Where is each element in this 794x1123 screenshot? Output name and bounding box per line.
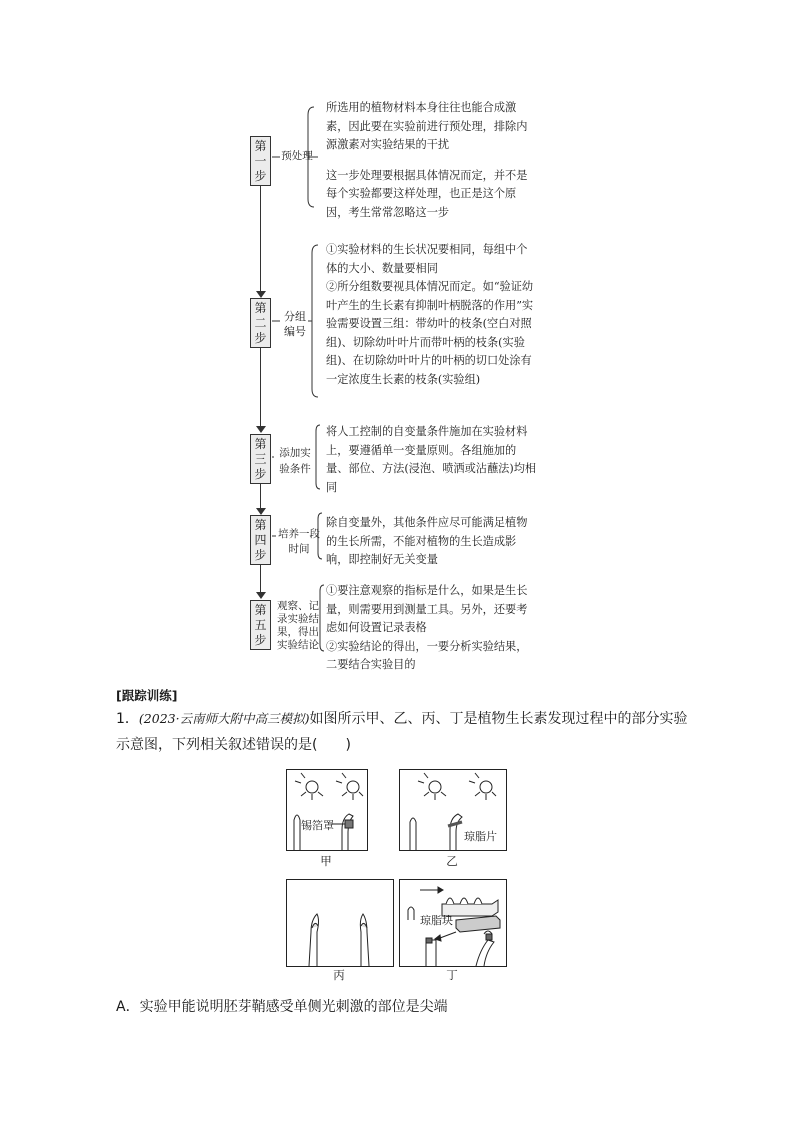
figure-caption-jia: 甲 — [320, 854, 332, 868]
step-desc-3 — [326, 423, 538, 497]
question-stem: 如图所示甲、乙、丙、丁是植物生长素发现过程中的部分实验示意图，下列相关叙述错误的是( ) — [116, 711, 688, 753]
step-desc-paragraph: 所选用的植物材料本身往往也能合成激素，因此要在实验前进行预处理，排除内源激素对实验结果的干扰 — [326, 101, 528, 151]
figure-panel-bing — [286, 879, 394, 967]
step-desc-1 — [326, 99, 538, 222]
figure-caption-ding: 丁 — [446, 968, 458, 982]
step-desc-5 — [326, 582, 538, 675]
flow-arrow — [256, 508, 266, 515]
step-desc-paragraph: 除自变量外，其他条件应尽可能满足植物的生长所需，不能对植物的生长造成影响，即控制好无关变量 — [326, 516, 528, 566]
seedling-diagram — [400, 880, 506, 966]
step-desc-paragraph: ①实验材料的生长状况要相同，每组中个体的大小、数量要相同 — [326, 243, 528, 275]
flow-spine — [260, 348, 261, 429]
step-box-4 — [250, 515, 271, 565]
step-desc-paragraph: ②所分组数要视具体情况而定。如“验证幼叶产生的生长素有抑制叶柄脱落的作用”实验需要设置三组：带幼叶的枝条(空白对照组)、切除幼叶叶片而带叶柄的枝条(实验组)、在切除幼叶叶片的叶柄的切口处涂有一定浓度生长素的枝条(实验组) — [326, 280, 534, 386]
figure-caption-bing: 丙 — [333, 968, 345, 982]
step-label-3: 添加实验条件 — [279, 447, 311, 475]
flow-arrow — [256, 426, 266, 433]
figure-panel-ding — [399, 879, 507, 967]
step-label-4: 培养一段时间 — [278, 528, 320, 555]
step-label-5: 观察、记录实验结果，得出实验结论 — [277, 600, 319, 651]
panel-label-agar-block: 琼脂块 — [420, 914, 453, 927]
step-box-5 — [250, 600, 271, 650]
step-desc-paragraph: ①要注意观察的指标是什么，如果是生长量，则需要用到测量工具。另外，还要考虑如何设置记录表格 — [326, 584, 528, 634]
question-1 — [116, 706, 696, 758]
flow-arrow — [256, 291, 266, 298]
flow-spine — [260, 565, 261, 595]
step-desc-2 — [326, 241, 538, 389]
question-number: 1． — [116, 711, 139, 727]
figure-panel-yi — [399, 769, 507, 851]
flow-spine — [260, 186, 261, 294]
section-title: [跟踪训练] — [116, 688, 178, 703]
question-source: (2023·云南师大附中高三模拟) — [138, 711, 310, 726]
panel-label-agar-sheet: 琼脂片 — [464, 830, 497, 843]
step-box-text: 第 四 步 — [254, 518, 267, 562]
step-desc-paragraph: ②实验结论的得出，一要分析实验结果，二要结合实验目的 — [326, 639, 528, 671]
step-desc-4 — [326, 514, 538, 570]
option-a: A．实验甲能说明胚芽鞘感受单侧光刺激的部位是尖端 — [116, 999, 448, 1015]
flow-arrow — [256, 592, 266, 599]
panel-label-foil-cap: 锡箔罩 — [301, 819, 334, 832]
step-box-1 — [250, 136, 271, 186]
step-desc-paragraph: 这一步处理要根据具体情况而定，并不是每个实验都要这样处理，也正是这个原因，考生常常忽略这一步 — [326, 168, 528, 219]
step-label-1: 预处理 — [281, 150, 313, 162]
seedling-diagram — [287, 770, 367, 850]
step-box-text: 第 五 步 — [254, 603, 267, 647]
figure-caption-yi: 乙 — [446, 854, 458, 868]
step-box-text: 第 三 步 — [254, 437, 267, 481]
flow-spine — [260, 484, 261, 511]
figure-panel-jia — [286, 769, 368, 851]
seedling-diagram — [287, 880, 393, 966]
step-box-text: 第 一 步 — [254, 139, 267, 183]
step-box-3 — [250, 434, 271, 484]
step-desc-paragraph: 将人工控制的自变量条件施加在实验材料上，要遵循单一变量原则。各组施加的量、部位、方法(浸泡、喷洒或沾蘸法)均相同 — [326, 425, 537, 494]
step-label-2: 分组编号 — [284, 310, 306, 338]
step-box-2 — [250, 298, 271, 348]
flow-connectors — [270, 95, 330, 655]
step-box-text: 第 二 步 — [254, 301, 267, 345]
